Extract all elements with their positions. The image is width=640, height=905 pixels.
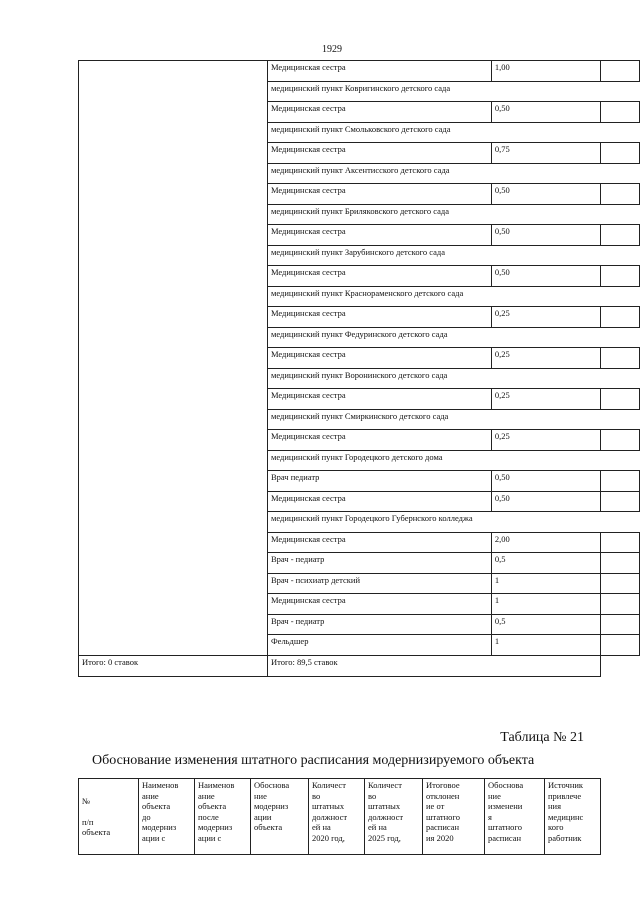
subheading-cell: медицинский пункт Федуринского детского сада: [267, 327, 639, 348]
subheading-cell: медицинский пункт Зарубинского детского сада: [267, 245, 639, 266]
rate-cell: 0,25: [491, 430, 600, 451]
rate-cell: 0,50: [491, 184, 600, 205]
staffing-table: [78, 60, 640, 677]
extra-cell: [600, 553, 640, 574]
extra-cell: [600, 594, 640, 615]
rate-cell: 1: [491, 594, 600, 615]
extra-cell: [600, 225, 640, 246]
extra-cell: [600, 184, 640, 205]
position-name-cell: Медицинская сестра: [267, 389, 491, 410]
rate-cell: 2,00: [491, 532, 600, 553]
extra-cell: [600, 61, 640, 82]
subheading-cell: медицинский пункт Воронинского детского сада: [267, 368, 639, 389]
position-name-cell: Врач - педиатр: [267, 553, 491, 574]
subheading-cell: медицинский пункт Городецкого детского дома: [267, 450, 639, 471]
rate-cell: 0,5: [491, 614, 600, 635]
rate-cell: 1,00: [491, 61, 600, 82]
extra-cell: [600, 471, 640, 492]
column-header: № п/п объекта: [79, 779, 139, 855]
header-row: [79, 779, 601, 855]
position-name-cell: Медицинская сестра: [267, 61, 491, 82]
rate-cell: 0,50: [491, 471, 600, 492]
position-name-cell: Медицинская сестра: [267, 102, 491, 123]
subheading-cell: медицинский пункт Городецкого Губернского колледжа: [267, 512, 639, 533]
position-name-cell: Медицинская сестра: [267, 307, 491, 328]
extra-cell: [600, 102, 640, 123]
extra-cell: [600, 614, 640, 635]
position-name-cell: Врач педиатр: [267, 471, 491, 492]
subheading-cell: медицинский пункт Смиркинского детского сада: [267, 409, 639, 430]
extra-cell: [600, 532, 640, 553]
position-name-cell: Медицинская сестра: [267, 143, 491, 164]
position-name-cell: Врач - психиатр детский: [267, 573, 491, 594]
column-header: Источник привлече ния медицинс кого работник: [545, 779, 601, 855]
table-caption: Таблица № 21: [500, 730, 584, 745]
position-name-cell: Медицинская сестра: [267, 532, 491, 553]
column-header: Итоговое отклонен ие от штатного расписан ия 2020: [423, 779, 485, 855]
rate-cell: 0,50: [491, 102, 600, 123]
column-header: Количест во штатных должност ей на 2025 год,: [365, 779, 423, 855]
table-heading: Обоснование изменения штатного расписания модернизируемого объекта: [92, 753, 535, 768]
position-name-cell: Медицинская сестра: [267, 594, 491, 615]
rate-cell: 0,50: [491, 266, 600, 287]
rate-cell: 1: [491, 573, 600, 594]
subheading-cell: медицинский пункт Ковригинского детского сада: [267, 81, 639, 102]
subheading-cell: медицинский пункт Бриляковского детского сада: [267, 204, 639, 225]
column-header: Обоснова ние изменени я штатного расписан: [485, 779, 545, 855]
position-name-cell: Врач - педиатр: [267, 614, 491, 635]
column-header: Обоснова ние модерниз ации объекта: [251, 779, 309, 855]
rate-cell: 0,50: [491, 225, 600, 246]
extra-cell: [600, 348, 640, 369]
subheading-cell: медицинский пункт Краснораменского детского сада: [267, 286, 639, 307]
total-right-cell: Итого: 89,5 ставок: [267, 655, 600, 676]
position-row: [79, 61, 640, 82]
rate-cell: 0,25: [491, 389, 600, 410]
extra-cell: [600, 430, 640, 451]
rate-cell: 0,5: [491, 553, 600, 574]
column-header: Наименов ание объекта до модерниз ации с: [139, 779, 195, 855]
column-header: Количест во штатных должност ей на 2020 год,: [309, 779, 365, 855]
left-column-cell: [79, 61, 268, 656]
position-name-cell: Медицинская сестра: [267, 491, 491, 512]
subheading-cell: медицинский пункт Смольковского детского сада: [267, 122, 639, 143]
rate-cell: 0,50: [491, 491, 600, 512]
justification-table-header: [78, 778, 601, 855]
extra-cell: [600, 389, 640, 410]
position-name-cell: Медицинская сестра: [267, 184, 491, 205]
page-number: 1929: [322, 44, 342, 55]
position-name-cell: Медицинская сестра: [267, 266, 491, 287]
extra-cell: [600, 307, 640, 328]
position-name-cell: Фельдшер: [267, 635, 491, 656]
subheading-cell: медицинский пункт Аксентисского детского сада: [267, 163, 639, 184]
totals-row: [79, 655, 640, 676]
rate-cell: 1: [491, 635, 600, 656]
column-header: Наименов ание объекта после модерниз ации с: [195, 779, 251, 855]
extra-cell: [600, 635, 640, 656]
position-name-cell: Медицинская сестра: [267, 348, 491, 369]
rate-cell: 0,75: [491, 143, 600, 164]
total-left-cell: Итого: 0 ставок: [79, 655, 268, 676]
extra-cell: [600, 573, 640, 594]
position-name-cell: Медицинская сестра: [267, 225, 491, 246]
rate-cell: 0,25: [491, 307, 600, 328]
extra-cell: [600, 143, 640, 164]
extra-cell: [600, 266, 640, 287]
extra-cell: [600, 491, 640, 512]
rate-cell: 0,25: [491, 348, 600, 369]
position-name-cell: Медицинская сестра: [267, 430, 491, 451]
